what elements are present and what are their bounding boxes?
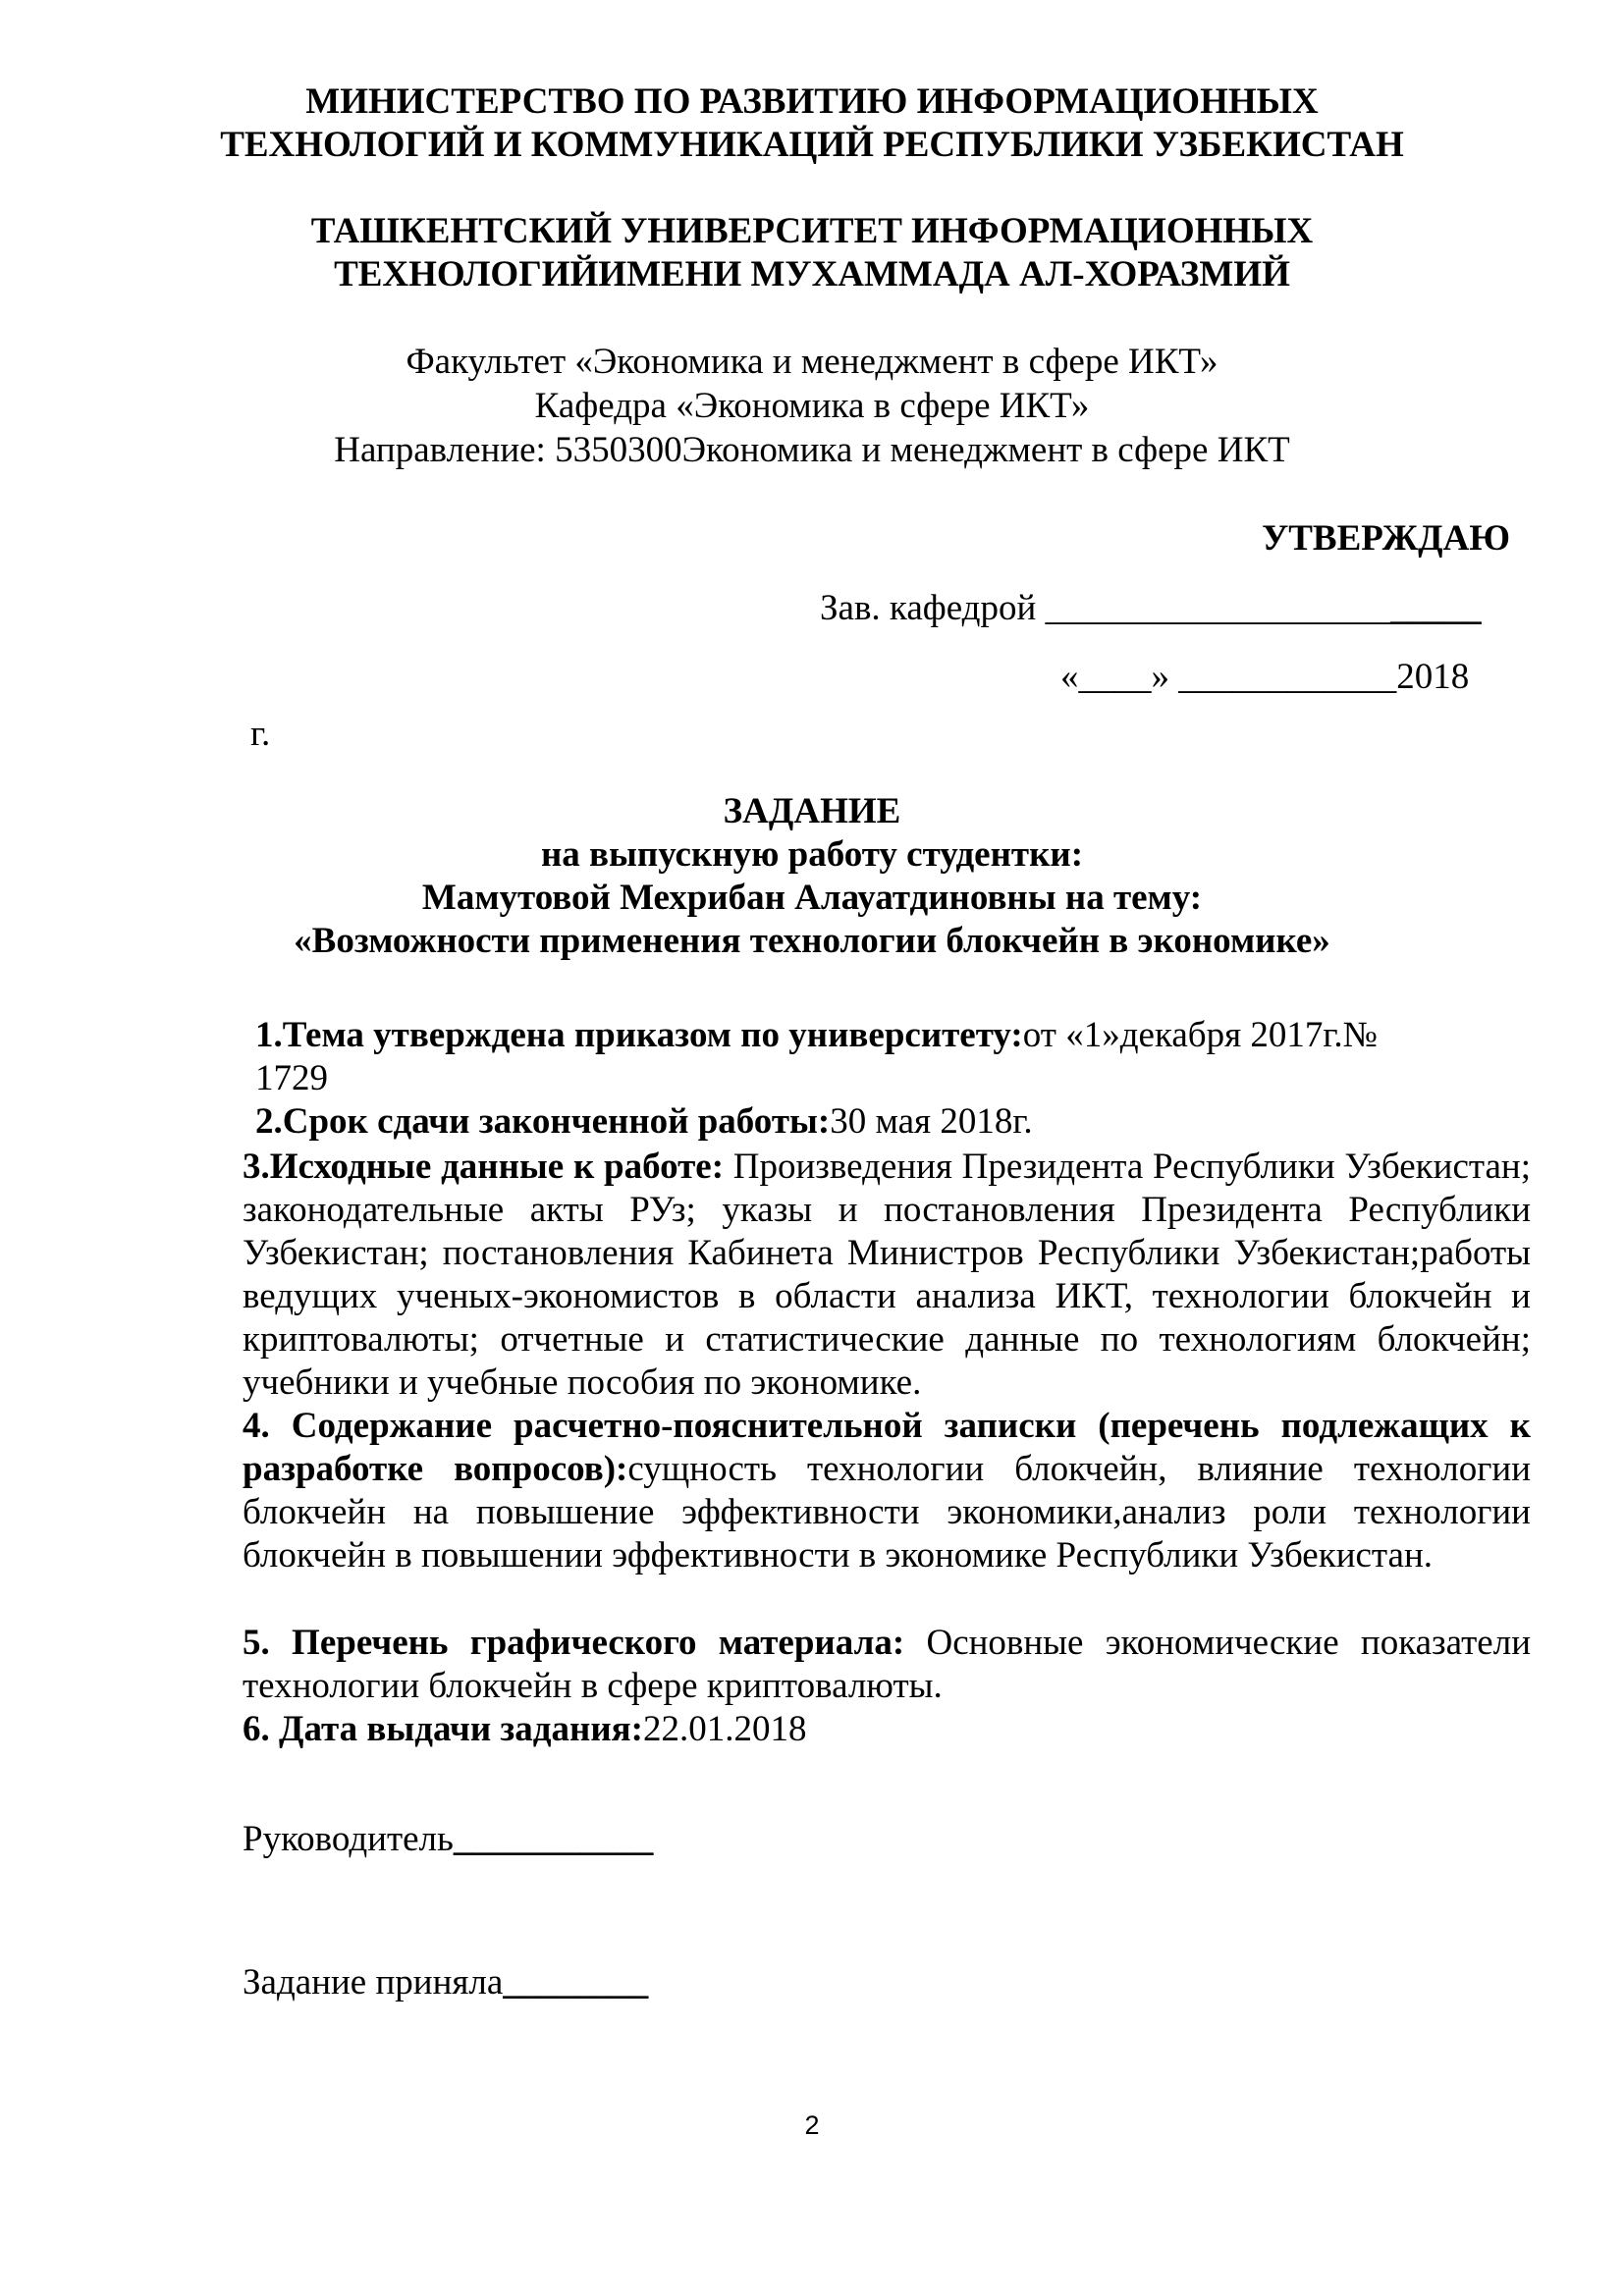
item-6-text: 22.01.2018 — [642, 1709, 807, 1749]
supervisor-label: Руководитель — [243, 1819, 454, 1859]
accepted-signature — [243, 1961, 648, 2003]
task-subtitle: на выпускную работу студентки: — [540, 834, 1084, 875]
ministry-line-1: МИНИСТЕРСТВО ПО РАЗВИТИЮ ИНФОРМАЦИОННЫХ — [305, 81, 1319, 122]
ministry-line-2: ТЕХНОЛОГИЙ И КОММУНИКАЦИЙ РЕСПУБЛИКИ УЗБЕКИСТАН — [220, 125, 1404, 165]
year-suffix: г. — [250, 714, 271, 754]
item-2-text: 30 мая 2018г. — [830, 1101, 1033, 1142]
head-of-department-line — [820, 587, 1482, 629]
item-2 — [255, 1100, 1532, 1144]
item-4-label: 4. Содержание расчетно-пояснительной записки (перечень подлежащих к разработке вопросов): — [243, 1406, 1531, 1489]
task-student: Мамутовой Мехрибан Алауатдиновны на тему: — [421, 878, 1203, 918]
item-1-text: от «1»декабря 2017г.№ — [1022, 1015, 1378, 1055]
item-1-continuation: 1729 — [255, 1058, 328, 1098]
item-2-label: 2.Срок сдачи законченной работы: — [255, 1101, 831, 1142]
item-1-label: 1.Тема утверждена приказом по университету: — [255, 1015, 1023, 1055]
item-4-text: сущность технологии блокчейн, влияние технологии блокчейн на повышение эффективности экономики,анализ роли технологии блокчейн в повышении эффективности в экономике Республики Узбекистан. — [243, 1449, 1532, 1575]
department-line: Кафедра «Экономика в сфере ИКТ» — [534, 386, 1090, 426]
direction-line: Направление: 5350300Экономика и менеджмент в сфере ИКТ — [334, 430, 1290, 470]
item-6 — [243, 1708, 1531, 1751]
item-3 — [243, 1146, 1531, 1405]
task-block — [0, 790, 1624, 963]
item-1 — [255, 1014, 1532, 1100]
faculty-line: Факультет «Экономика и менеджмент в сфере ИКТ» — [406, 342, 1218, 382]
university-header — [0, 210, 1624, 296]
supervisor-signature — [243, 1818, 653, 1860]
university-line-2: ТЕХНОЛОГИЙИМЕНИ МУХАММАДА АЛ-ХОРАЗМИЙ — [334, 254, 1290, 294]
accepted-line: ________ — [503, 1962, 649, 2002]
approval-date-line: «____» ____________2018 — [1060, 657, 1470, 697]
head-signature-line-b: _____ — [1390, 588, 1482, 628]
item-4 — [243, 1405, 1531, 1577]
item-5-text: Основные экономические показатели технологии блокчейн в сфере криптовалюты. — [243, 1623, 1531, 1706]
item-6-label: 6. Дата выдачи задания: — [243, 1709, 643, 1749]
approval-label: УТВЕРЖДАЮ — [1262, 518, 1510, 559]
ministry-header — [0, 80, 1624, 167]
item-5 — [243, 1622, 1531, 1708]
task-topic: «Возможности применения технологии блокчейн в экономике» — [294, 921, 1330, 961]
faculty-block — [0, 340, 1624, 472]
item-5-label: 5. Перечень графического материала: — [243, 1623, 905, 1663]
supervisor-line: ___________ — [453, 1819, 654, 1859]
page-number: 2 — [804, 2110, 820, 2140]
accepted-label: Задание приняла — [243, 1962, 504, 2002]
item-3-text: Произведения Президента Республики Узбекистан; законодательные акты РУз; указы и постановления Президента Республики Узбекистан; постановления Кабинета Министров Республики Узбекистан;работы ведущих ученых-экономистов в области анализа ИКТ, технологии блокчейн и криптовалюты; отчетные и статистические данные по технологиям блокчейн; учебники и учебные пособия по экономике. — [243, 1147, 1531, 1403]
head-of-department-label: Зав. кафедрой — [820, 588, 1046, 628]
head-signature-line-a: ___________________ — [1045, 588, 1391, 628]
item-3-label: 3.Исходные данные к работе: — [243, 1147, 725, 1187]
university-line-1: ТАШКЕНТСКИЙ УНИВЕРСИТЕТ ИНФОРМАЦИОННЫХ — [310, 211, 1314, 251]
task-title: ЗАДАНИЕ — [723, 791, 901, 831]
